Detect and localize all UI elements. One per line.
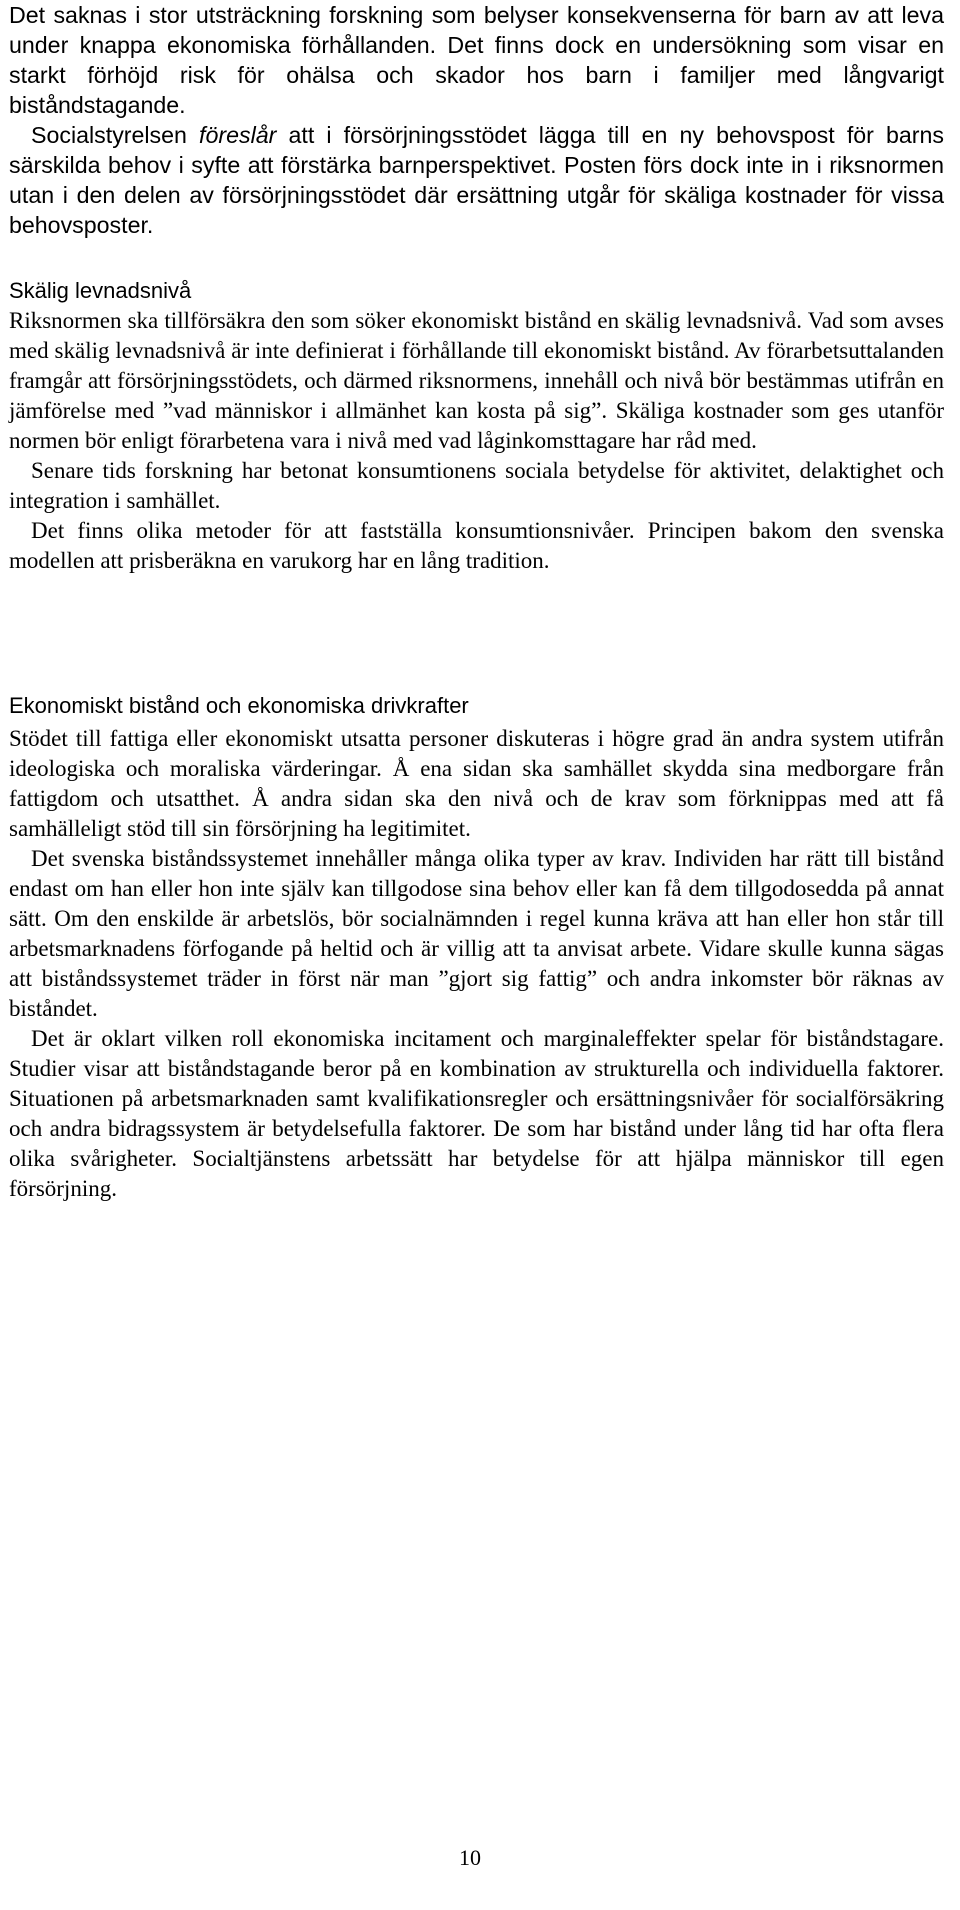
paragraph-intro: Det saknas i stor utsträckning forskning som belyser konsekvenserna för barn av att leva under knappa ekonomiska förhållanden. Det finns dock en undersökning som visar en starkt förhöjd risk för ohälsa och skador hos barn i familjer med långvarigt biståndstagande. bbox=[9, 2, 944, 118]
heading-ekonomiskt-bistand: Ekonomiskt bistånd och ekonomiska drivkrafter bbox=[9, 693, 469, 718]
paragraph-bistandssystemet: Det svenska biståndssystemet innehåller många olika typer av krav. Individen har rätt till bistånd endast om han eller hon inte själv kan tillgodose sina behov eller kan få dem tillgodosedda på annat sätt. Om den enskilde är arbetslös, bör socialnämnden i regel kunna kräva att han eller hon står till arbetsmarknadens förfogande på heltid och är villig att ta anvisat arbete. Vidare skulle kunna sägas att biståndssystemet träder in först när man ”gjort sig fattig” och andra inkomster bör räknas av biståndet. bbox=[9, 846, 944, 1021]
page-number: 10 bbox=[459, 1845, 481, 1870]
proposal-text-end: att i försörjningsstödet lägga till en ny behovspost för barns särskilda behov i syfte att förstärka barnperspektivet. Posten förs dock inte in i riksnormen utan i den delen av försörjningsstödet där ersättning utgår för skäliga kostnader för vissa behovsposter. bbox=[9, 122, 944, 238]
proposal-text-start: Socialstyrelsen bbox=[31, 122, 200, 148]
skalig-levnadsniva-section bbox=[9, 306, 944, 576]
paragraph-incitament: Det är oklart vilken roll ekonomiska incitament och marginaleffekter spelar för biståndstagare. Studier visar att biståndstagande beror på en kombination av strukturella och individuella faktorer. Situationen på arbetsmarknaden samt kvalifikationsregler och ersättningsnivåer för socialförsäkring och andra bidragssystem är betydelsefulla faktorer. De som har bistånd under lång tid har ofta flera olika svårigheter. Socialtjänstens arbetssätt har betydelse för att hjälpa människor till egen försörjning. bbox=[9, 1026, 944, 1201]
paragraph-riksnormen: Riksnormen ska tillförsäkra den som söker ekonomiskt bistånd en skälig levnadsnivå. Vad som avses med skälig levnadsnivå är inte definierat i förhållande till ekonomiskt bistånd. Av förarbetsuttalanden framgår att försörjningsstödets, och därmed riksnormens, innehåll och nivå bör bestämmas utifrån en jämförelse med ”vad människor i allmänhet kan kosta på sig”. Skäliga kostnader som ges utanför normen bör enligt förarbetena vara i nivå med vad låginkomsttagare har råd med. bbox=[9, 308, 944, 453]
heading-skalig-levnadsniva: Skälig levnadsnivå bbox=[9, 278, 192, 303]
paragraph-metoder: Det finns olika metoder för att fastställa konsumtionsnivåer. Principen bakom den svenska modellen att prisberäkna en varukorg har en lång tradition. bbox=[9, 518, 944, 573]
paragraph-forskning: Senare tids forskning har betonat konsumtionens sociala betydelse för aktivitet, delaktighet och integration i samhället. bbox=[9, 458, 944, 513]
paragraph-stodet: Stödet till fattiga eller ekonomiskt utsatta personer diskuteras i högre grad än andra system utifrån ideologiska och moraliska värderingar. Å ena sidan ska samhället skydda sina medborgare från fattigdom och utsatthet. Å andra sidan ska den nivå och de krav som förknippas med att få samhälleligt stöd till sin försörjning ha legitimitet. bbox=[9, 726, 944, 841]
proposal-emphasis: föreslår bbox=[199, 122, 277, 148]
intro-section bbox=[9, 0, 944, 240]
paragraph-proposal bbox=[9, 120, 944, 240]
ekonomiskt-bistand-section bbox=[9, 724, 944, 1204]
